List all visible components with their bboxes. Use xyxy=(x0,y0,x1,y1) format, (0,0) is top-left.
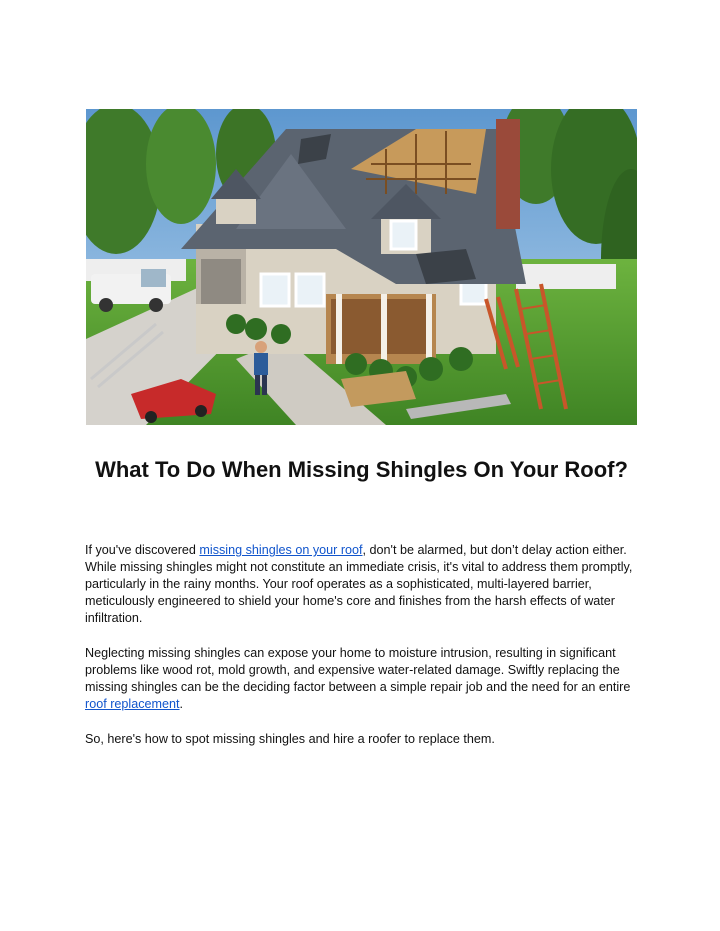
missing-shingles-link[interactable]: missing shingles on your roof xyxy=(199,543,363,557)
hero-image xyxy=(86,109,637,425)
paragraph-2-text-after: . xyxy=(179,697,184,711)
article-title: What To Do When Missing Shingles On Your Roof? xyxy=(95,457,628,482)
article-paragraph-1 xyxy=(85,542,645,627)
paragraph-1-text-before: If you've discovered xyxy=(85,543,200,557)
article-paragraph-2 xyxy=(85,645,645,713)
paragraph-1-text-after: , don't be alarmed, but don’t delay action either. While missing shingles might not constitute an immediate crisis, it's vital to address them promptly, particularly in the rainy months. Your roof operates as a sophisticated, multi-layered barrier, meticulously engineered to shield your home's core and finishes from the harsh effects of water infiltration. xyxy=(85,543,633,625)
roof-replacement-link[interactable]: roof replacement xyxy=(85,697,180,711)
paragraph-2-text-before: Neglecting missing shingles can expose your home to moisture intrusion, resulting in significant problems like wood rot, mold growth, and expensive water-related damage. Swiftly replacing the missing shingles can be the deciding factor between a simple repair job and the need for an entire xyxy=(85,646,631,694)
article-paragraph-3: So, here's how to spot missing shingles and hire a roofer to replace them. xyxy=(85,732,495,746)
house-roof-illustration xyxy=(86,109,637,425)
